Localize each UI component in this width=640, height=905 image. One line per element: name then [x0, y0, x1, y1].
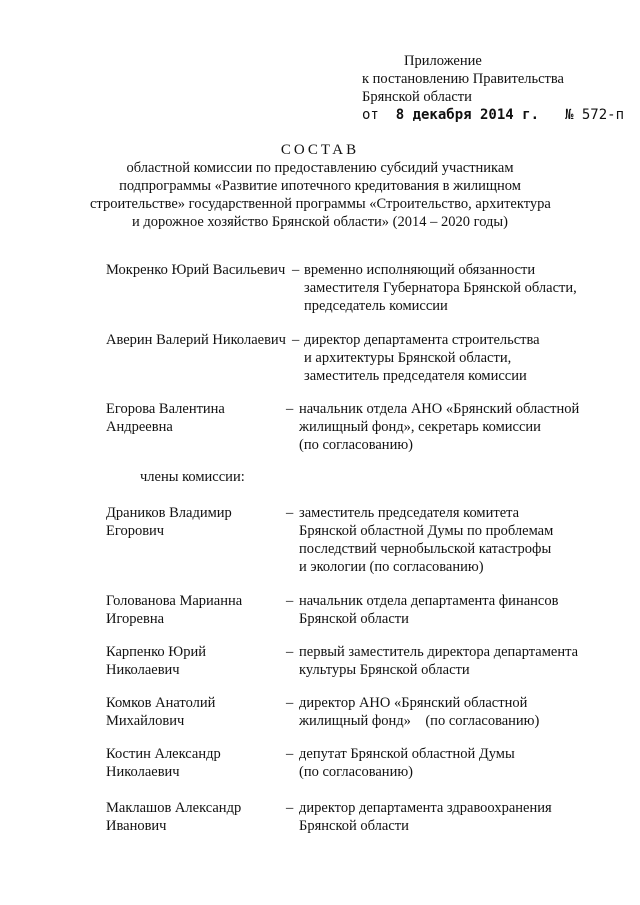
member-name	[106, 745, 294, 781]
heading-line: подпрограммы «Развитие ипотечного кредитования в жилищном	[119, 178, 521, 194]
appendix-title: Приложение	[404, 53, 482, 69]
member-name-line: Егорович	[106, 523, 165, 539]
member-role-line: (по согласованию)	[299, 764, 413, 780]
appendix-block	[362, 52, 624, 124]
member-name-line: Комков Анатолий	[106, 695, 216, 711]
member-role	[299, 592, 599, 628]
member-role	[299, 799, 599, 835]
member-role-line: заместитель председателя комитета	[299, 505, 520, 521]
member-dash: –	[286, 746, 294, 762]
member-role	[299, 694, 599, 730]
member-role-line: директор АНО «Брянский областной	[299, 695, 528, 711]
member-dash: –	[292, 332, 300, 348]
member-name-line: Андреевна	[106, 419, 173, 435]
member-role-line: временно исполняющий обязанности	[304, 262, 536, 278]
member-dash: –	[292, 262, 300, 278]
member-role	[299, 400, 599, 454]
members-label: члены комиссии:	[140, 469, 245, 485]
member-role-line: жилищный фонд» (по согласованию)	[299, 713, 540, 729]
decree-number: № 572-п	[565, 107, 625, 123]
member-name-line: Егорова Валентина	[106, 401, 225, 417]
member-name	[106, 694, 294, 730]
member-role-line: последствий чернобыльской катастрофы	[299, 541, 552, 557]
member-name	[106, 261, 306, 279]
heading-line: строительстве» государственной программы «Строительство, архитектура	[90, 196, 551, 212]
appendix-date-line	[362, 106, 624, 124]
member-name	[106, 331, 306, 349]
member-name-line: Карпенко Юрий	[106, 644, 206, 660]
heading-line: и дорожное хозяйство Брянской области» (2014 – 2020 годы)	[132, 214, 508, 230]
member-role	[299, 504, 599, 576]
appendix-decree: к постановлению Правительства	[362, 71, 564, 87]
member-name-line: Игоревна	[106, 611, 165, 627]
member-name-line: Маклашов Александр	[106, 800, 242, 816]
member-dash: –	[286, 593, 294, 609]
member-role-line: и экологии (по согласованию)	[299, 559, 484, 575]
member-role-line: Брянской областной Думы по проблемам	[299, 523, 554, 539]
member-dash: –	[286, 695, 294, 711]
heading-title: СОСТАВ	[280, 142, 360, 158]
member-role-line: заместитель председателя комиссии	[304, 368, 527, 384]
member-role-line: начальник отдела АНО «Брянский областной	[299, 401, 580, 417]
member-dash: –	[286, 401, 294, 417]
member-name-line: Мокренко Юрий Васильевич	[106, 262, 286, 278]
member-dash: –	[286, 800, 294, 816]
heading-line: областной комиссии по предоставлению субсидий участникам	[126, 160, 514, 176]
member-role-line: начальник отдела департамента финансов	[299, 593, 559, 609]
member-role-line: директор департамента строительства	[304, 332, 540, 348]
member-name-line: Голованова Марианна	[106, 593, 243, 609]
member-name-line: Аверин Валерий Николаевич	[106, 332, 286, 348]
member-role-line: первый заместитель директора департамента	[299, 644, 579, 660]
member-role-line: культуры Брянской области	[299, 662, 470, 678]
document-heading	[90, 141, 550, 231]
appendix-region: Брянской области	[362, 89, 472, 105]
member-dash: –	[286, 505, 294, 521]
member-name-line: Иванович	[106, 818, 167, 834]
member-role-line: директор департамента здравоохранения	[299, 800, 552, 816]
member-role-line: (по согласованию)	[299, 437, 413, 453]
decree-date: 8 декабря 2014 г.	[395, 107, 540, 123]
member-role	[304, 261, 604, 315]
member-name-line: Николаевич	[106, 662, 180, 678]
member-name	[106, 400, 294, 436]
member-role	[304, 331, 604, 385]
member-name-line: Михайлович	[106, 713, 185, 729]
member-dash: –	[286, 644, 294, 660]
member-role-line: заместителя Губернатора Брянской области,	[304, 280, 577, 296]
member-role-line: Брянской области	[299, 818, 409, 834]
member-role-line: председатель комиссии	[304, 298, 448, 314]
member-role	[299, 643, 599, 679]
member-role	[299, 745, 599, 781]
member-name	[106, 504, 294, 540]
member-name-line: Костин Александр	[106, 746, 221, 762]
member-role-line: жилищный фонд», секретарь комиссии	[299, 419, 541, 435]
member-name-line: Николаевич	[106, 764, 180, 780]
member-name	[106, 592, 294, 628]
member-role-line: депутат Брянской областной Думы	[299, 746, 515, 762]
member-name-line: Драников Владимир	[106, 505, 232, 521]
member-role-line: Брянской области	[299, 611, 409, 627]
member-name	[106, 799, 294, 835]
member-name	[106, 643, 294, 679]
date-prefix: от	[362, 107, 379, 123]
member-role-line: и архитектуры Брянской области,	[304, 350, 512, 366]
